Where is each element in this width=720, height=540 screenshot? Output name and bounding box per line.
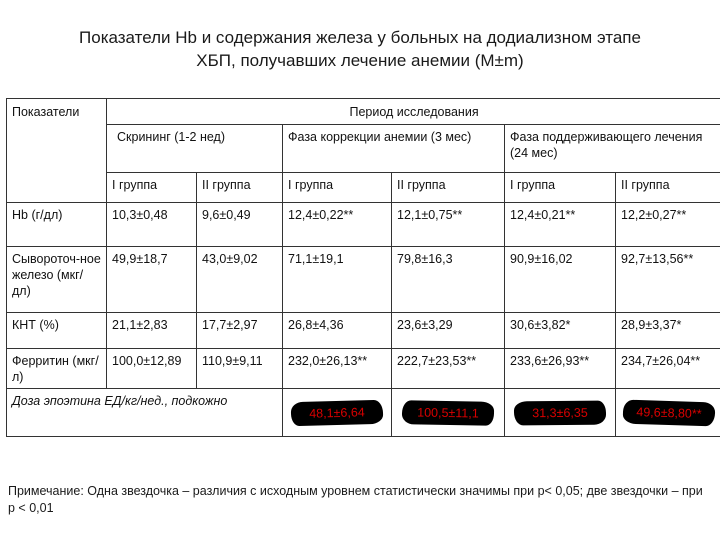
table-row [7,313,720,349]
header-group-6: II группа [616,173,720,203]
dose-badge: 100,5±11,1 [402,400,494,426]
row-label: КНТ (%) [7,313,107,349]
header-group-4: II группа [392,173,505,203]
table-row [7,247,720,313]
table-cell: 100,0±12,89 [107,349,197,389]
header-group-2: II группа [197,173,283,203]
slide-title [0,26,720,72]
table-cell: 12,4±0,22** [283,203,392,247]
header-group-3: I группа [283,173,392,203]
table-row [7,203,720,247]
header-indicators: Показатели [7,99,107,203]
header-row-groups [7,173,720,203]
table-cell: 23,6±3,29 [392,313,505,349]
table-row [7,349,720,389]
table-cell: 233,6±26,93** [505,349,616,389]
table-cell: 10,3±0,48 [107,203,197,247]
dose-cell [283,389,392,437]
header-screening: Скрининг (1-2 нед) [107,125,283,173]
footnote: Примечание: Одна звездочка – различия с исходным уровнем статистически значимы при p< 0,05; две звездочки – при p < 0,01 [8,484,703,515]
dose-badge: 48,1±6,64 [291,399,384,425]
table-cell: 234,7±26,04** [616,349,720,389]
title-line-1: Показатели Hb и содержания железа у больных на додиализном этапе [79,28,641,47]
table-cell: 49,9±18,7 [107,247,197,313]
dose-cell [616,389,720,437]
table-cell: 110,9±9,11 [197,349,283,389]
header-row-period [7,99,720,125]
dose-badge: 49,6±8,80** [622,399,715,426]
table-cell: 28,9±3,37* [616,313,720,349]
table-cell: 79,8±16,3 [392,247,505,313]
header-period: Период исследования [107,99,720,125]
table-cell: 43,0±9,02 [197,247,283,313]
row-label: Сывороточ-ное железо (мкг/дл) [7,247,107,313]
dose-badge: 31,3±6,35 [514,400,606,425]
table-cell: 12,2±0,27** [616,203,720,247]
table-cell: 9,6±0,49 [197,203,283,247]
table-cell: 12,4±0,21** [505,203,616,247]
table-cell: 71,1±19,1 [283,247,392,313]
row-label: Ферритин (мкг/л) [7,349,107,389]
table-cell: 17,7±2,97 [197,313,283,349]
table-cell: 90,9±16,02 [505,247,616,313]
table-cell: 222,7±23,53** [392,349,505,389]
header-maintenance: Фаза поддерживающего лечения (24 мес) [505,125,720,173]
dose-row [7,389,720,437]
header-row-phases [7,125,720,173]
table-cell: 30,6±3,82* [505,313,616,349]
dose-label: Доза эпоэтина ЕД/кг/нед., подкожно [7,389,283,437]
table-cell: 12,1±0,75** [392,203,505,247]
table-cell: 21,1±2,83 [107,313,197,349]
row-label: Hb (г/дл) [7,203,107,247]
table-cell: 26,8±4,36 [283,313,392,349]
table-cell: 232,0±26,13** [283,349,392,389]
results-table [6,98,720,437]
title-line-2: ХБП, получавших лечение анемии (M±m) [196,51,524,70]
header-group-1: I группа [107,173,197,203]
header-group-5: I группа [505,173,616,203]
dose-cell [392,389,505,437]
dose-cell [505,389,616,437]
header-correction: Фаза коррекции анемии (3 мес) [283,125,505,173]
table-cell: 92,7±13,56** [616,247,720,313]
